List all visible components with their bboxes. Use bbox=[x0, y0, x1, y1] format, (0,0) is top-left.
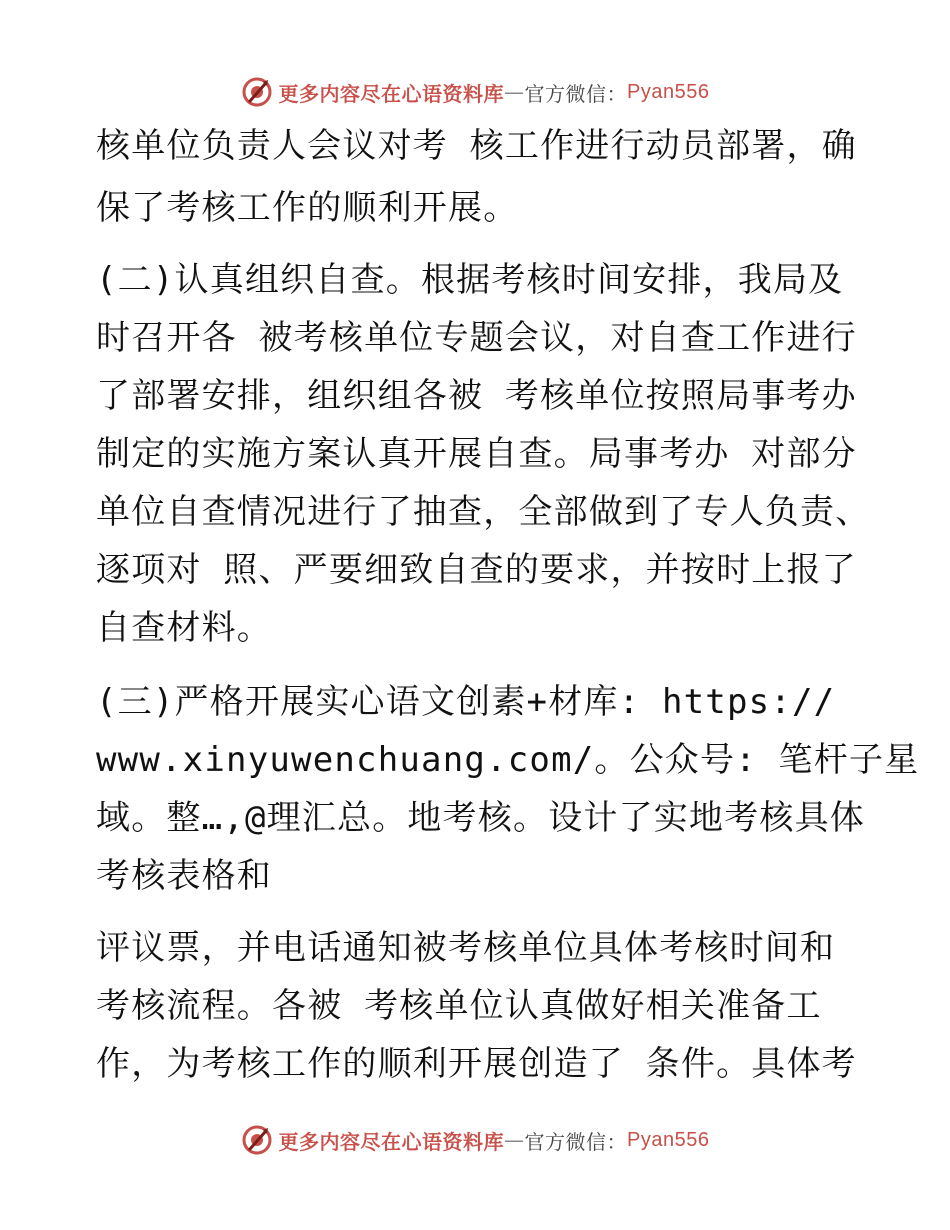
banner-main-text: 更多内容尽在心语资料库 bbox=[278, 81, 505, 106]
banner-wechat-id: Pyan556 bbox=[627, 80, 710, 103]
text-line: 作，为考核工作的顺利开展创造了 条件。具体考 bbox=[96, 1044, 857, 1084]
text-line: 时召开各 被考核单位专题会议，对自查工作进行 bbox=[96, 318, 857, 358]
text-line: 自查材料。 bbox=[96, 608, 272, 648]
text-line: 评议票，并电话通知被考核单位具体考核时间和 bbox=[96, 928, 836, 968]
banner-sub-text: 官方微信： bbox=[524, 81, 628, 106]
text-line: 制定的实施方案认真开展自查。局事考办 对部分 bbox=[96, 434, 857, 474]
banner-sub-text: 官方微信： bbox=[524, 1129, 628, 1154]
brand-logo-icon bbox=[241, 1124, 273, 1156]
text-line: www.xinyuwenchuang.com/。公众号: 笔杆子星 bbox=[96, 740, 920, 780]
banner-wechat-id: Pyan556 bbox=[627, 1128, 710, 1151]
text-line: 域。整…,@理汇总。地考核。设计了实地考核具体 bbox=[96, 798, 866, 838]
text-line: (三)严格开展实心语文创素+材库: https:// bbox=[96, 682, 836, 722]
text-line: 考核流程。各被 考核单位认真做好相关准备工 bbox=[96, 986, 822, 1026]
text-line: 考核表格和 bbox=[96, 856, 272, 896]
text-line: 了部署安排，组织组各被 考核单位按照局事考办 bbox=[96, 376, 857, 416]
banner-separator: — bbox=[504, 1128, 525, 1152]
text-line: 单位自查情况进行了抽查，全部做到了专人负责、 bbox=[96, 492, 871, 532]
text-line: 逐项对 照、严要细致自查的要求，并按时上报了 bbox=[96, 550, 857, 590]
text-line: (二)认真组织自查。根据考核时间安排，我局及 bbox=[96, 260, 844, 300]
banner-separator: — bbox=[504, 80, 525, 104]
text-line: 核单位负责人会议对考 核工作进行动员部署，确 bbox=[96, 126, 857, 166]
banner-main-text: 更多内容尽在心语资料库 bbox=[278, 1129, 505, 1154]
text-line: 保了考核工作的顺利开展。 bbox=[96, 188, 519, 228]
footer-watermark-banner bbox=[0, 1120, 950, 1160]
